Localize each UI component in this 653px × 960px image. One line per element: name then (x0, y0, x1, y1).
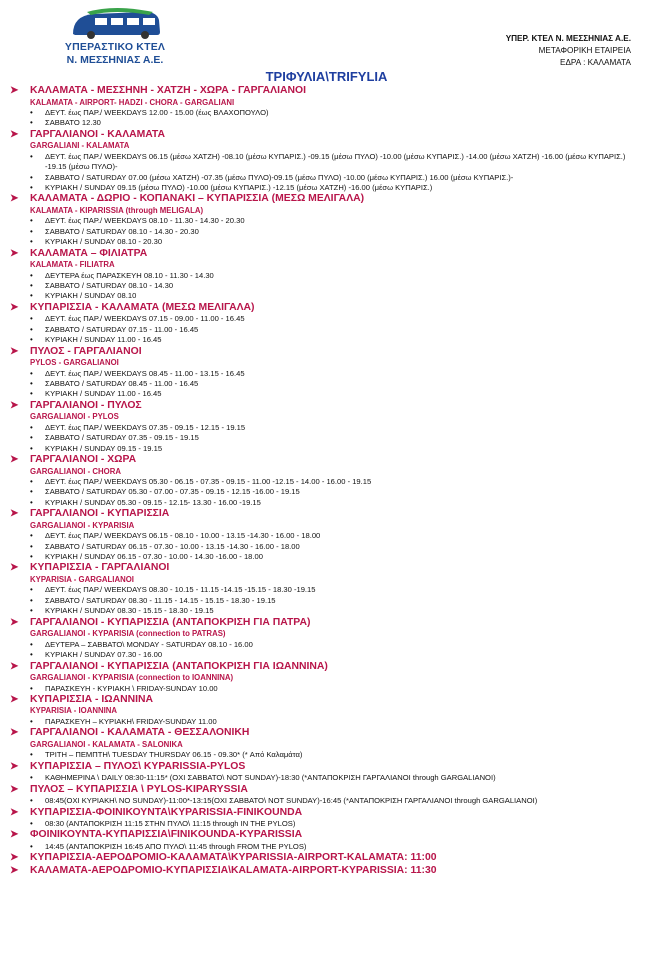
arrow-bullet-icon: ➤ (10, 562, 19, 574)
route-header (10, 346, 640, 359)
route-subtitle: GARGALIANOI - KYPARISIA (30, 520, 135, 530)
page-title: ΤΡΙΦΥΛΙΑ\TRIFYLIA (265, 69, 388, 84)
schedule-text: ΤΡΙΤΗ – ΠΕΜΠΤΗ\ TUESDAY THURSDAY 06.15 - 09.30* (* Από Καλαμάτα) (45, 750, 303, 760)
bullet-icon: • (30, 639, 33, 649)
schedule-text: ΣΑΒΒΑΤΟ / SATURDAY 07.15 - 11.00 - 16.45 (45, 324, 199, 334)
schedule-list (10, 108, 640, 129)
route-header (10, 865, 640, 878)
company-name: ΥΠΕΡ. ΚΤΕΛ Ν. ΜΕΣΣΗΝΙΑΣ Α.Ε. (505, 34, 631, 43)
schedule-text: ΣΑΒΒΑΤΟ / SATURDAY 08.10 - 14.30 (45, 281, 174, 291)
route-subtitle: GARGALIANOI - KYPARISIA (connection to PATRAS) (30, 629, 226, 639)
schedule-item (10, 531, 640, 541)
schedule-item (10, 433, 640, 443)
schedule-item (10, 183, 640, 193)
route-title: ΚΥΠΑΡΙΣΣΙΑ - ΓΑΡΓΑΛΙΑΝΟΙ (30, 562, 170, 574)
route-title: ΚΥΠΑΡΙΣΣΙΑ - ΙΩΑΝΝΙΝΑ (30, 693, 153, 705)
route-title: ΚΥΠΑΡΙΣΣΙΑ – ΠΥΛΟΣ\ KYPARISSIA-PYLOS (30, 760, 246, 772)
route-section (10, 807, 640, 830)
schedule-text: ΣΑΒΒΑΤΟ / SATURDAY 08.45 - 11.00 - 16.45 (45, 379, 199, 388)
route-section (10, 562, 640, 616)
arrow-bullet-icon: ➤ (10, 727, 19, 739)
bullet-icon: • (30, 497, 33, 507)
schedule-text: ΔΕΥΤ. έως ΠΑΡ./ WEEKDAYS 06.15 - 08.10 - 10.00 - 13.15 -14.30 - 16.00 - 18.00 (45, 531, 321, 541)
schedule-item (10, 650, 640, 660)
route-title: ΓΑΡΓΑΛΙΑΝΟΙ - ΚΥΠΑΡΙΣΣΙΑ (ΑΝΤΑΠΟΚΡΙΣΗ ΓΙΑ ΠΑΤΡΑ) (30, 616, 311, 628)
schedule-text: ΔΕΥΤ. έως ΠΑΡ./ WEEKDAYS 08.10 - 11.30 - 14.30 - 20.30 (45, 216, 245, 226)
bullet-icon: • (30, 531, 33, 541)
schedule-item (10, 281, 640, 291)
route-subtitle: KALAMATA - FILIATRA (30, 260, 115, 270)
route-title: ΓΑΡΓΑΛΙΑΝΟΙ - ΧΩΡΑ (30, 454, 137, 466)
bullet-icon: • (30, 585, 33, 595)
route-header (10, 727, 640, 740)
arrow-bullet-icon: ➤ (10, 660, 19, 672)
route-subtitle: GARGALIANOI - KYPARISIA (connection to IOANNINA) (30, 673, 234, 682)
route-section (10, 400, 640, 454)
schedule-item (10, 498, 640, 508)
bullet-icon: • (30, 443, 33, 453)
route-subtitle: KALAMATA - KIPARISSIA (through MELIGALA) (30, 205, 204, 215)
bullet-icon: • (30, 750, 33, 760)
schedule-item (10, 271, 640, 281)
arrow-bullet-icon: ➤ (10, 345, 19, 357)
route-title: ΚΑΛΑΜΑΤΑ-ΑΕΡΟΔΡΟΜΙΟ-ΚΥΠΑΡΙΣΣΙΑ\KALAMATA-AIRPORT-KYPARISSIA: 11:30 (30, 864, 437, 876)
schedule-text: ΣΑΒΒΑΤΟ / SATURDAY 05.30 - 07.00 - 07.35 - 09.15 - 12.15 -16.00 - 19.15 (45, 487, 300, 497)
schedule-text: ΚΥΡΙΑΚΗ / SUNDAY 05.30 - 09.15 - 12.15- 13.30 - 16.00 -19.15 (45, 497, 261, 507)
bullet-icon: • (30, 819, 33, 829)
bullet-icon: • (30, 281, 33, 291)
bullet-icon: • (30, 291, 33, 301)
bullet-icon: • (30, 368, 33, 378)
route-subtitle: KYPARISIA - IOANNINA (30, 706, 118, 716)
schedule-list (10, 477, 640, 508)
bullet-icon: • (30, 389, 33, 399)
arrow-bullet-icon: ➤ (10, 301, 19, 313)
route-section (10, 694, 640, 727)
ktel-logo (55, 6, 175, 68)
route-title: ΚΑΛΑΜΑΤΑ - ΜΕΣΣΗΝΗ - ΧΑΤΖΗ - ΧΩΡΑ - ΓΑΡΓΑΛΙΑΝΟΙ (30, 85, 306, 96)
bullet-icon: • (30, 716, 33, 726)
arrow-bullet-icon: ➤ (10, 852, 19, 864)
schedule-text: ΚΥΡΙΑΚΗ / SUNDAY 06.15 - 07.30 - 10.00 - 14.30 -16.00 - 18.00 (45, 552, 263, 562)
route-section (10, 248, 640, 302)
schedule-item (10, 773, 640, 783)
route-header (10, 508, 640, 521)
route-section (10, 661, 640, 694)
route-section (10, 829, 640, 852)
schedule-item (10, 750, 640, 760)
bullet-icon: • (30, 796, 33, 806)
schedule-item (10, 237, 640, 247)
schedule-text: 08:45(ΟΧΙ ΚΥΡΙΑΚΗ\ NO SUNDAY)-11:00*-13:15(ΟΧΙ ΣΑΒΒΑΤΟ\ NOT SUNDAY)-16:45 (*ΑΝΤΑΠΟΚΡΙΣΗ ΓΑΡΓΑΛΙΑΝΟΙ through GARGALIANOI) (45, 796, 538, 806)
route-section (10, 508, 640, 562)
schedule-item (10, 379, 640, 389)
schedule-item (10, 118, 640, 128)
bullet-icon: • (30, 118, 33, 128)
schedule-text: ΔΕΥΤ. έως ΠΑΡ./ WEEKDAYS 08.45 - 11.00 - 13.15 - 16.45 (45, 368, 245, 378)
route-section (10, 454, 640, 508)
route-header (10, 248, 640, 261)
schedule-item (10, 542, 640, 552)
bullet-icon: • (30, 237, 33, 247)
schedule-text: ΚΥΡΙΑΚΗ / SUNDAY 08.10 (45, 291, 137, 301)
schedule-item (10, 606, 640, 616)
bullet-icon: • (30, 841, 33, 851)
schedule-list (10, 314, 640, 345)
route-header (10, 829, 640, 842)
schedule-list (10, 369, 640, 400)
schedule-list (10, 773, 640, 783)
schedule-text: ΚΥΡΙΑΚΗ / SUNDAY 11.00 - 16.45 (45, 389, 162, 399)
schedule-item (10, 487, 640, 497)
schedule-item (10, 640, 640, 650)
schedule-item (10, 389, 640, 399)
schedule-item (10, 444, 640, 454)
schedule-text: ΣΑΒΒΑΤΟ 12.30 (45, 118, 101, 128)
route-title: ΓΑΡΓΑΛΙΑΝΟΙ - ΚΥΠΑΡΙΣΣΙΑ (ΑΝΤΑΠΟΚΡΙΣΗ ΓΙΑ ΙΩΑΝΝΙΝΑ) (30, 660, 328, 672)
schedule-item (10, 314, 640, 324)
arrow-bullet-icon: ➤ (10, 806, 19, 818)
arrow-bullet-icon: ➤ (10, 693, 19, 705)
bullet-icon: • (30, 683, 33, 693)
schedule-list (10, 750, 640, 760)
route-header (10, 852, 640, 865)
route-subtitle: KALAMATA - AIRPORT- HADZI - CHORA - GARGALIANI (30, 97, 235, 107)
schedule-item (10, 819, 640, 829)
route-subtitle: GARGALIANOI - PYLOS (30, 412, 119, 422)
schedule-item (10, 216, 640, 226)
schedule-item (10, 842, 640, 852)
route-header (10, 562, 640, 575)
schedule-text: 14:45 (ΑΝΤΑΠΟΚΡΙΣΗ 16:45 ΑΠΟ ΠΥΛΟ\ 11:45 through FROM THE PYLOS) (45, 841, 307, 851)
bullet-icon: • (30, 541, 33, 551)
route-header (10, 661, 640, 674)
route-header (10, 784, 640, 797)
arrow-bullet-icon: ➤ (10, 399, 19, 411)
schedule-item (10, 684, 640, 694)
bullet-icon: • (30, 606, 33, 616)
schedule-text: 08:30 (ΑΝΤΑΠΟΚΡΙΣΗ 11:15 ΣΤΗΝ ΠΥΛΟ\ 11:15 through IN THE PYLOS) (45, 819, 296, 829)
bullet-icon: • (30, 773, 33, 783)
schedule-item (10, 717, 640, 727)
company-seat: ΕΔΡΑ : ΚΑΛΑΜΑΤΑ (560, 58, 631, 67)
schedule-list (10, 640, 640, 661)
route-title: ΚΥΠΑΡΙΣΣΙΑ-ΦΟΙΝΙΚΟΥΝΤΑ\KYPARISSIA-FINIKOUNDA (30, 806, 303, 818)
schedule-text: ΣΑΒΒΑΤΟ / SATURDAY 08.10 - 14.30 - 20.30 (45, 226, 199, 236)
bullet-icon: • (30, 379, 33, 388)
logo-line-2: Ν. ΜΕΣΣΗΝΙΑΣ Α.Ε. (66, 54, 164, 66)
schedule-item (10, 477, 640, 487)
arrow-bullet-icon: ➤ (10, 616, 19, 628)
arrow-bullet-icon: ➤ (10, 247, 19, 259)
schedule-list (10, 531, 640, 562)
schedule-item (10, 152, 640, 173)
arrow-bullet-icon: ➤ (10, 454, 19, 466)
route-section (10, 865, 640, 878)
schedule-list (10, 423, 640, 454)
schedule-text: ΠΑΡΑΣΚΕΥΗ - ΚΥΡΙΑΚΗ \ FRIDAY-SUNDAY 10.00 (45, 683, 218, 693)
arrow-bullet-icon: ➤ (10, 864, 19, 876)
schedule-text: ΣΑΒΒΑΤΟ / SATURDAY 07.35 - 09.15 - 19.15 (45, 433, 199, 443)
route-header (10, 694, 640, 707)
route-subtitle: PYLOS - GARGALIANOI (30, 358, 119, 368)
logo-line-1: ΥΠΕΡΑΣΤΙΚΟ ΚΤΕΛ (64, 41, 166, 53)
route-header (10, 129, 640, 142)
schedule-list (10, 684, 640, 694)
schedule-item (10, 325, 640, 335)
schedule-item (10, 173, 640, 183)
schedule-text: ΚΥΡΙΑΚΗ / SUNDAY 07.30 - 16.00 (45, 650, 163, 660)
schedule-text: ΔΕΥΤ. έως ΠΑΡ./ WEEKDAYS 07.35 - 09.15 - 12.15 - 19.15 (45, 422, 246, 432)
schedule-item (10, 423, 640, 433)
schedule-list (10, 271, 640, 302)
route-section (10, 617, 640, 661)
route-section (10, 129, 640, 194)
bullet-icon: • (30, 226, 33, 236)
schedule-item (10, 585, 640, 595)
schedule-text: ΔΕΥΤ. έως ΠΑΡ./ WEEKDAYS 08.30 - 10.15 - 11.15 -14.15 -15.15 - 18.30 -19.15 (45, 585, 316, 595)
route-section (10, 727, 640, 760)
schedule-item (10, 335, 640, 345)
arrow-bullet-icon: ➤ (10, 128, 19, 140)
schedule-item (10, 108, 640, 118)
company-info (506, 33, 631, 69)
schedule-list (10, 796, 640, 806)
bullet-icon: • (30, 477, 33, 487)
schedule-text: ΚΥΡΙΑΚΗ / SUNDAY 09.15 (μέσω ΠΥΛΟ) -10.00 (μέσω ΚΥΠΑΡΙΣ.) -12.15 (μέσω ΧΑΤΖΗ) -16.00 (μέσω ΚΥΠΑΡΙΣ.) (45, 183, 433, 193)
route-subtitle: GARGALIANOI - KALAMATA - SALONIKA (30, 739, 183, 749)
bullet-icon: • (30, 422, 33, 432)
routes-list (10, 85, 640, 877)
route-title: ΚΥΠΑΡΙΣΣΙΑ-ΑΕΡΟΔΡΟΜΙΟ-ΚΑΛΑΜΑΤΑ\KYPARISSIA-AIRPORT-KALAMATA: 11:00 (30, 852, 437, 864)
route-title: ΠΥΛΟΣ - ΓΑΡΓΑΛΙΑΝΟΙ (30, 345, 142, 357)
route-section (10, 761, 640, 784)
schedule-text: ΔΕΥΤ. έως ΠΑΡ./ WEEKDAYS 07.15 - 09.00 - 11.00 - 16.45 (45, 314, 245, 324)
schedule-item (10, 552, 640, 562)
route-section (10, 852, 640, 865)
route-header (10, 617, 640, 630)
schedule-item (10, 596, 640, 606)
schedule-list (10, 717, 640, 727)
schedule-list (10, 216, 640, 247)
schedule-item (10, 796, 640, 806)
route-title: ΓΑΡΓΑΛΙΑΝΟΙ - ΚΥΠΑΡΙΣΣΙΑ (30, 508, 170, 520)
route-subtitle: KYPARISIA - GARGALIANOI (30, 574, 134, 584)
company-type: ΜΕΤΑΦΟΡΙΚΗ ΕΤΑΙΡΕΙΑ (538, 46, 631, 55)
schedule-text: ΚΥΡΙΑΚΗ / SUNDAY 08.10 - 20.30 (45, 237, 163, 247)
arrow-bullet-icon: ➤ (10, 193, 19, 205)
route-title: ΓΑΡΓΑΛΙΑΝΟΙ - ΚΑΛΑΜΑΤΑ - ΘΕΣΣΑΛΟΝΙΚΗ (30, 727, 250, 739)
route-section (10, 85, 640, 129)
route-title: ΚΑΛΑΜΑΤΑ - ΔΩΡΙΟ - ΚΟΠΑΝΑΚΙ – ΚΥΠΑΡΙΣΣΙΑ (ΜΕΣΩ ΜΕΛΙΓΑΛΑ) (30, 193, 365, 205)
bullet-icon: • (30, 151, 33, 161)
bullet-icon: • (30, 183, 33, 193)
route-subtitle: GARGALIANI - KALAMATA (30, 141, 130, 151)
bullet-icon: • (30, 172, 33, 182)
arrow-bullet-icon: ➤ (10, 85, 19, 96)
bullet-icon: • (30, 487, 33, 497)
schedule-text: ΣΑΒΒΑΤΟ / SATURDAY 08.30 - 11.15 - 14.15 - 15.15 - 18.30 - 19.15 (45, 595, 276, 605)
bullet-icon: • (30, 108, 33, 117)
arrow-bullet-icon: ➤ (10, 760, 19, 772)
route-title: ΚΑΛΑΜΑΤΑ – ΦΙΛΙΑΤΡΑ (30, 247, 148, 259)
route-title: ΦΟΙΝΙΚΟΥΝΤΑ-ΚΥΠΑΡΙΣΣΙΑ\FINIKOUNDA-KYPARISSIA (30, 829, 303, 841)
route-header (10, 454, 640, 467)
schedule-item (10, 369, 640, 379)
route-title: ΚΥΠΑΡΙΣΣΙΑ - ΚΑΛΑΜΑΤΑ (ΜΕΣΩ ΜΕΛΙΓΑΛΑ) (30, 301, 255, 313)
schedule-text: ΔΕΥΤ. έως ΠΑΡ./ WEEKDAYS 06.15 (μέσω ΧΑΤΖΗ) -08.10 (μέσω ΚΥΠΑΡΙΣ.) -09.15 (μέσω ΠΥΛΟ) -10.00 (μέσω ΚΥΠΑΡΙΣ.) -14.00 (μέσω ΧΑΤΖΗ) -16.00 (μέσω ΚΥΠΑΡΙΣ.) -19.15 (μέσω ΠΥΛΟ)- (45, 151, 626, 172)
bullet-icon: • (30, 335, 33, 345)
route-title: ΓΑΡΓΑΛΙΑΝΟΙ - ΠΥΛΟΣ (30, 399, 142, 411)
route-header (10, 302, 640, 315)
bullet-icon: • (30, 650, 33, 660)
bullet-icon: • (30, 433, 33, 443)
route-section (10, 302, 640, 346)
route-header (10, 85, 640, 98)
schedule-text: ΔΕΥΤ. έως ΠΑΡ./ WEEKDAYS 12.00 - 15.00 (έως ΒΛΑΧΟΠΟΥΛΟ) (45, 108, 269, 117)
route-section (10, 193, 640, 247)
route-subtitle: GARGALIANOI - CHORA (30, 466, 121, 476)
schedule-text: ΚΥΡΙΑΚΗ / SUNDAY 09.15 - 19.15 (45, 443, 163, 453)
schedule-list (10, 585, 640, 616)
schedule-text: ΚΥΡΙΑΚΗ / SUNDAY 11.00 - 16.45 (45, 335, 162, 345)
bullet-icon: • (30, 314, 33, 324)
schedule-text: ΔΕΥΤ. έως ΠΑΡ./ WEEKDAYS 05.30 - 06.15 - 07.35 - 09.15 - 11.00 -12.15 - 14.00 - 16.00 - 19.15 (45, 477, 372, 487)
route-header (10, 400, 640, 413)
bullet-icon: • (30, 270, 33, 280)
schedule-text: ΚΑΘΗΜΕΡΙΝΑ \ DAILY 08:30-11:15* (ΟΧΙ ΣΑΒΒΑΤΟ\ NOT SUNDAY)-18:30 (*ΑΝΤΑΠΟΚΡΙΣΗ ΓΑΡΓΑΛΙΑΝΟΙ through GARGALIANOI) (45, 773, 496, 783)
bullet-icon: • (30, 216, 33, 226)
route-title: ΓΑΡΓΑΛΙΑΝΟΙ - ΚΑΛΑΜΑΤΑ (30, 128, 166, 140)
route-section (10, 346, 640, 400)
arrow-bullet-icon: ➤ (10, 508, 19, 520)
route-header (10, 807, 640, 820)
schedule-list (10, 842, 640, 852)
bullet-icon: • (30, 324, 33, 334)
arrow-bullet-icon: ➤ (10, 783, 19, 795)
schedule-item (10, 227, 640, 237)
schedule-text: ΔΕΥΤΕΡΑ έως ΠΑΡΑΣΚΕΥΗ 08.10 - 11.30 - 14.30 (45, 270, 214, 280)
route-title: ΠΥΛΟΣ – ΚΥΠΑΡΙΣΣΙΑ \ PYLOS-KIPARYSSIA (30, 783, 248, 795)
bullet-icon: • (30, 595, 33, 605)
schedule-item (10, 291, 640, 301)
route-section (10, 784, 640, 807)
bullet-icon: • (30, 552, 33, 562)
arrow-bullet-icon: ➤ (10, 829, 19, 841)
schedule-list (10, 152, 640, 194)
route-header (10, 761, 640, 774)
bus-logo-icon (65, 6, 165, 40)
schedule-text: ΔΕΥΤΕΡΑ – ΣΑΒΒΑΤΟ\ MONDAY - SATURDAY 08.10 - 16.00 (45, 639, 253, 649)
route-header (10, 193, 640, 206)
schedule-text: ΠΑΡΑΣΚΕΥΗ – ΚΥΡΙΑΚΗ\ FRIDAY-SUNDAY 11.00 (45, 716, 217, 726)
schedule-text: ΣΑΒΒΑΤΟ / SATURDAY 07.00 (μέσω ΧΑΤΖΗ) -07.35 (μέσω ΠΥΛΟ)-09.15 (μέσω ΠΥΛΟ) -10.00 (μέσω ΚΥΠΑΡΙΣ.) 16.00 (μέσω ΚΥΠΑΡΙΣ.)- (45, 172, 514, 182)
schedule-list (10, 819, 640, 829)
schedule-text: ΣΑΒΒΑΤΟ / SATURDAY 06.15 - 07.30 - 10.00 - 13.15 -14.30 - 16.00 - 18.00 (45, 541, 300, 551)
schedule-text: ΚΥΡΙΑΚΗ / SUNDAY 08.30 - 15.15 - 18.30 - 19.15 (45, 606, 214, 616)
